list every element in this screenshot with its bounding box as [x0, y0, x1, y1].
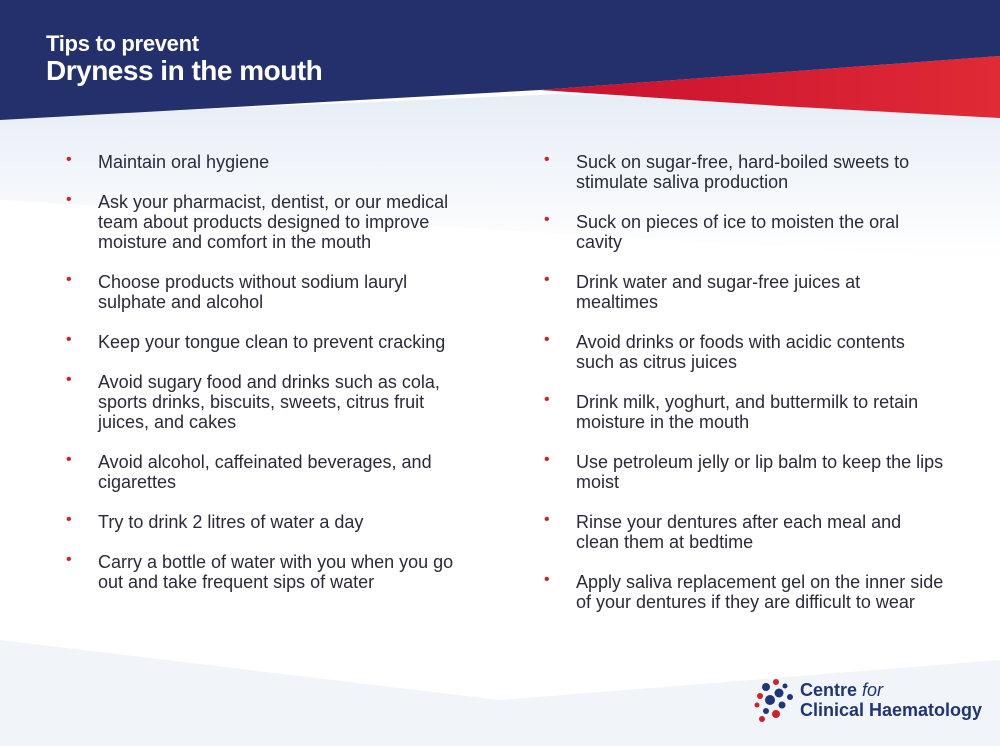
list-item: [544, 512, 944, 552]
tip-text: Drink milk, yoghurt, and buttermilk to retain moisture in the mouth: [576, 392, 919, 432]
logo-word-centre: Centre: [800, 680, 858, 700]
list-item: [66, 372, 456, 432]
list-item: [544, 272, 944, 312]
bullet-icon: •: [544, 571, 550, 588]
list-item: [66, 552, 456, 592]
logo-word-for: for: [862, 680, 884, 700]
logo-text: [800, 680, 982, 720]
bullet-icon: •: [544, 451, 550, 468]
tip-text: Suck on pieces of ice to moisten the oral cavity: [576, 212, 900, 252]
list-item: [544, 212, 944, 252]
tip-text: Ask your pharmacist, dentist, or our medical team about products designed to improve moisture and comfort in the mouth: [98, 192, 449, 252]
bullet-icon: •: [66, 191, 72, 208]
tip-text: Carry a bottle of water with you when you go out and take frequent sips of water: [98, 552, 454, 592]
list-item: [66, 332, 456, 352]
bullet-icon: •: [66, 451, 72, 468]
list-item: [66, 152, 456, 172]
tips-list-left: [66, 152, 456, 612]
bullet-icon: •: [544, 331, 550, 348]
list-item: [66, 452, 456, 492]
list-item: [66, 192, 456, 252]
tip-text: Try to drink 2 litres of water a day: [98, 512, 364, 532]
tip-text: Avoid drinks or foods with acidic contents such as citrus juices: [576, 332, 905, 372]
tip-text: Drink water and sugar-free juices at mealtimes: [576, 272, 861, 312]
logo: [752, 678, 982, 724]
bullet-icon: •: [66, 371, 72, 388]
logo-dots-icon: [752, 678, 798, 724]
logo-line-2: Clinical Haematology: [800, 700, 983, 720]
list-item: [544, 452, 944, 492]
tip-text: Keep your tongue clean to prevent cracking: [98, 332, 446, 352]
title-block: [46, 32, 322, 86]
list-item: [544, 332, 944, 372]
bullet-icon: •: [66, 271, 72, 288]
tips-list-right: [544, 152, 944, 632]
tip-text: Choose products without sodium lauryl sulphate and alcohol: [98, 272, 408, 312]
bullet-icon: •: [544, 271, 550, 288]
tip-text: Maintain oral hygiene: [98, 152, 270, 172]
list-item: [66, 512, 456, 532]
bullet-icon: •: [544, 211, 550, 228]
title-line-1: Tips to prevent: [46, 31, 199, 56]
list-item: [544, 572, 944, 612]
bullet-icon: •: [66, 551, 72, 568]
tip-text: Avoid alcohol, caffeinated beverages, and cigarettes: [98, 452, 432, 492]
bullet-icon: •: [66, 331, 72, 348]
tip-text: Apply saliva replacement gel on the inner side of your dentures if they are difficult to wear: [576, 572, 944, 612]
list-item: [544, 392, 944, 432]
tip-text: Rinse your dentures after each meal and clean them at bedtime: [576, 512, 902, 552]
bullet-icon: •: [544, 391, 550, 408]
bullet-icon: •: [66, 511, 72, 528]
bullet-icon: •: [66, 151, 72, 168]
tip-text: Use petroleum jelly or lip balm to keep the lips moist: [576, 452, 944, 492]
bullet-icon: •: [544, 511, 550, 528]
title-line-2: Dryness in the mouth: [46, 55, 323, 86]
list-item: [66, 272, 456, 312]
tip-text: Suck on sugar-free, hard-boiled sweets to stimulate saliva production: [576, 152, 910, 192]
tip-text: Avoid sugary food and drinks such as cola, sports drinks, biscuits, sweets, citrus fruit juices, and cakes: [98, 372, 440, 432]
list-item: [544, 152, 944, 192]
bullet-icon: •: [544, 151, 550, 168]
